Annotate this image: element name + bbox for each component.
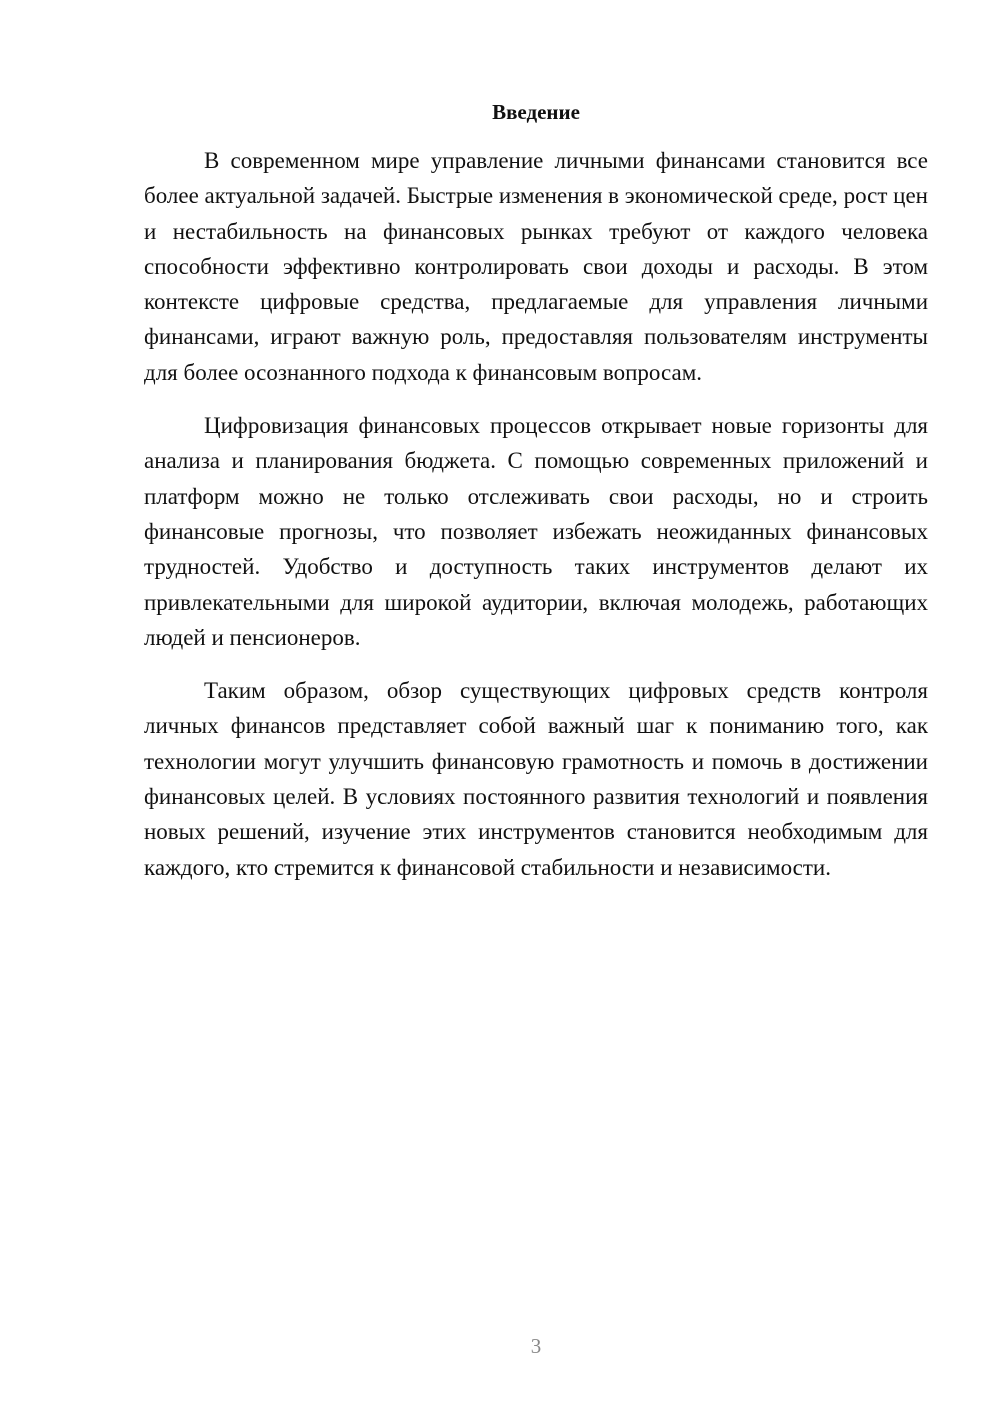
page-number: 3 xyxy=(530,1334,542,1358)
paragraph: В современном мире управление личными финансами становится все более актуальной задачей. Быстрые изменения в экономической среде, рост цен и нестабильность на финансовых рынках требуют от каждого человека способности эффективно контролировать свои доходы и расходы. В этом контексте цифровые средства, предлагаемые для управления личными финансами, играют важную роль, предоставляя пользователям инструменты для более осознанного подхода к финансовым вопросам. xyxy=(144,148,928,385)
document-body xyxy=(144,143,928,903)
section-heading: Введение xyxy=(492,100,580,124)
paragraph: Таким образом, обзор существующих цифровых средств контроля личных финансов представляет собой важный шаг к пониманию того, как технологии могут улучшить финансовую грамотность и помочь в достижении финансовых целей. В условиях постоянного развития технологий и появления новых решений, изучение этих инструментов становится необходимым для каждого, кто стремится к финансовой стабильности и независимости. xyxy=(144,678,928,880)
paragraph: Цифровизация финансовых процессов открывает новые горизонты для анализа и планирования бюджета. С помощью современных приложений и платформ можно не только отслеживать свои расходы, но и строить финансовые прогнозы, что позволяет избежать неожиданных финансовых трудностей. Удобство и доступность таких инструментов делают их привлекательными для широкой аудитории, включая молодежь, работающих людей и пенсионеров. xyxy=(144,413,928,650)
